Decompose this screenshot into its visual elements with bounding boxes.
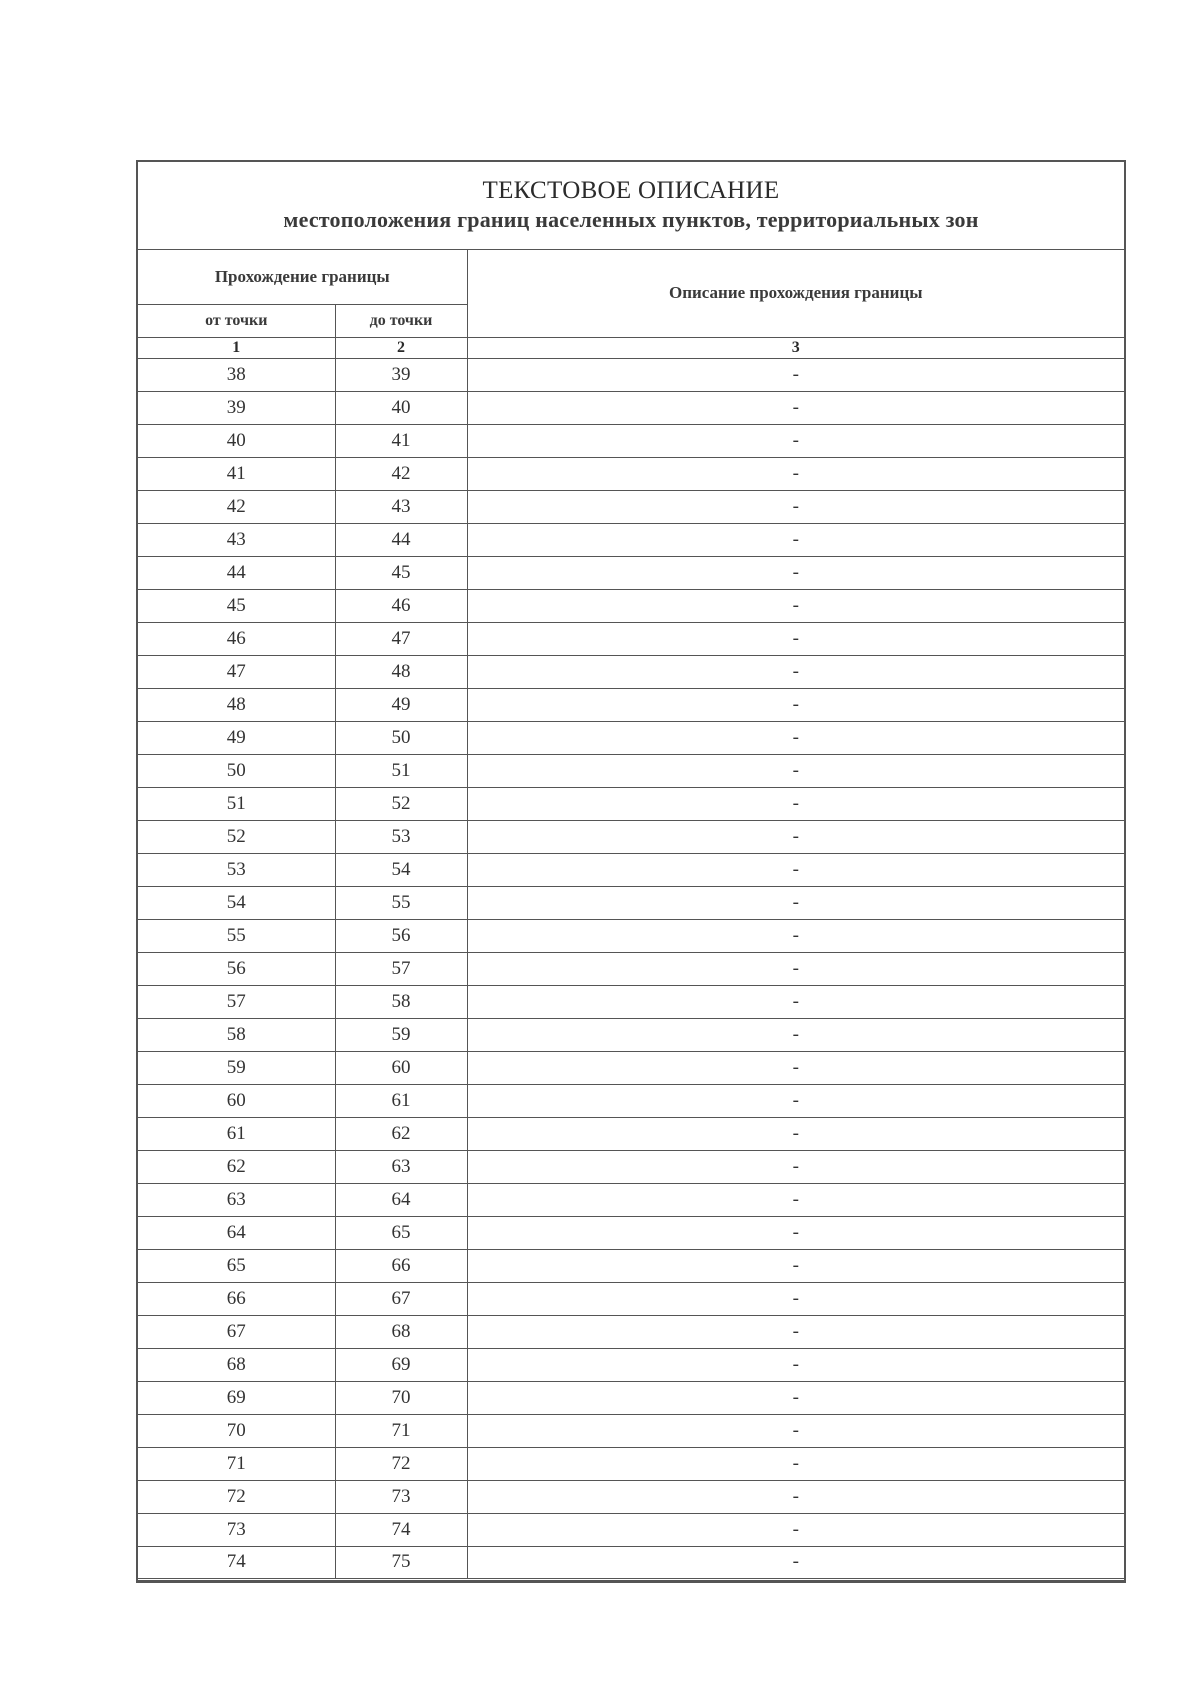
to-point-cell: 42 bbox=[335, 457, 467, 490]
table-row bbox=[138, 853, 1124, 886]
from-point-cell: 44 bbox=[138, 556, 335, 589]
description-cell: - bbox=[467, 1018, 1124, 1051]
table-row bbox=[138, 1018, 1124, 1051]
description-cell: - bbox=[467, 358, 1124, 391]
to-point-cell: 56 bbox=[335, 919, 467, 952]
description-cell: - bbox=[467, 820, 1124, 853]
from-point-cell: 67 bbox=[138, 1315, 335, 1348]
title-block bbox=[138, 162, 1124, 250]
table-row bbox=[138, 589, 1124, 622]
table-row bbox=[138, 1216, 1124, 1249]
description-cell: - bbox=[467, 523, 1124, 556]
from-point-cell: 50 bbox=[138, 754, 335, 787]
from-point-cell: 68 bbox=[138, 1348, 335, 1381]
from-point-cell: 43 bbox=[138, 523, 335, 556]
to-point-cell: 39 bbox=[335, 358, 467, 391]
to-point-cell: 65 bbox=[335, 1216, 467, 1249]
document-title: ТЕКСТОВОЕ ОПИСАНИЕ bbox=[482, 177, 780, 204]
to-point-cell: 46 bbox=[335, 589, 467, 622]
header-boundary-passage: Прохождение границы bbox=[138, 250, 467, 304]
table-row bbox=[138, 1480, 1124, 1513]
to-point-cell: 57 bbox=[335, 952, 467, 985]
to-point-cell: 58 bbox=[335, 985, 467, 1018]
to-point-cell: 59 bbox=[335, 1018, 467, 1051]
to-point-cell: 50 bbox=[335, 721, 467, 754]
from-point-cell: 48 bbox=[138, 688, 335, 721]
to-point-cell: 51 bbox=[335, 754, 467, 787]
description-cell: - bbox=[467, 1480, 1124, 1513]
from-point-cell: 53 bbox=[138, 853, 335, 886]
boundary-description-document bbox=[136, 160, 1126, 1583]
header-to-point: до точки bbox=[335, 304, 467, 337]
to-point-cell: 66 bbox=[335, 1249, 467, 1282]
from-point-cell: 73 bbox=[138, 1513, 335, 1546]
description-cell: - bbox=[467, 1546, 1124, 1579]
table-row bbox=[138, 952, 1124, 985]
from-point-cell: 39 bbox=[138, 391, 335, 424]
description-cell: - bbox=[467, 1183, 1124, 1216]
from-point-cell: 71 bbox=[138, 1447, 335, 1480]
from-point-cell: 38 bbox=[138, 358, 335, 391]
from-point-cell: 63 bbox=[138, 1183, 335, 1216]
description-cell: - bbox=[467, 787, 1124, 820]
to-point-cell: 55 bbox=[335, 886, 467, 919]
to-point-cell: 64 bbox=[335, 1183, 467, 1216]
description-cell: - bbox=[467, 1414, 1124, 1447]
table-row bbox=[138, 985, 1124, 1018]
to-point-cell: 71 bbox=[335, 1414, 467, 1447]
description-cell: - bbox=[467, 1282, 1124, 1315]
table-body bbox=[138, 358, 1124, 1579]
table-row bbox=[138, 1381, 1124, 1414]
description-cell: - bbox=[467, 1513, 1124, 1546]
from-point-cell: 62 bbox=[138, 1150, 335, 1183]
from-point-cell: 54 bbox=[138, 886, 335, 919]
description-cell: - bbox=[467, 1051, 1124, 1084]
from-point-cell: 70 bbox=[138, 1414, 335, 1447]
table-row bbox=[138, 490, 1124, 523]
to-point-cell: 75 bbox=[335, 1546, 467, 1579]
table-row bbox=[138, 391, 1124, 424]
to-point-cell: 67 bbox=[335, 1282, 467, 1315]
from-point-cell: 42 bbox=[138, 490, 335, 523]
description-cell: - bbox=[467, 391, 1124, 424]
document-subtitle: местоположения границ населенных пунктов, территориальных зон bbox=[283, 207, 979, 232]
header-boundary-description: Описание прохождения границы bbox=[467, 250, 1124, 337]
table-row bbox=[138, 721, 1124, 754]
table-row bbox=[138, 358, 1124, 391]
from-point-cell: 52 bbox=[138, 820, 335, 853]
description-cell: - bbox=[467, 424, 1124, 457]
table-row bbox=[138, 1546, 1124, 1579]
from-point-cell: 64 bbox=[138, 1216, 335, 1249]
table-row bbox=[138, 424, 1124, 457]
description-cell: - bbox=[467, 1348, 1124, 1381]
table-row bbox=[138, 820, 1124, 853]
from-point-cell: 55 bbox=[138, 919, 335, 952]
from-point-cell: 58 bbox=[138, 1018, 335, 1051]
table-row bbox=[138, 1282, 1124, 1315]
from-point-cell: 45 bbox=[138, 589, 335, 622]
table-row bbox=[138, 1051, 1124, 1084]
from-point-cell: 40 bbox=[138, 424, 335, 457]
to-point-cell: 68 bbox=[335, 1315, 467, 1348]
description-cell: - bbox=[467, 1117, 1124, 1150]
description-cell: - bbox=[467, 1084, 1124, 1117]
to-point-cell: 41 bbox=[335, 424, 467, 457]
from-point-cell: 46 bbox=[138, 622, 335, 655]
column-number-3: 3 bbox=[467, 337, 1124, 358]
table-row bbox=[138, 688, 1124, 721]
to-point-cell: 43 bbox=[335, 490, 467, 523]
boundary-table bbox=[138, 250, 1124, 1581]
header-from-point: от точки bbox=[138, 304, 335, 337]
description-cell: - bbox=[467, 1150, 1124, 1183]
table-row bbox=[138, 1183, 1124, 1216]
to-point-cell: 74 bbox=[335, 1513, 467, 1546]
description-cell: - bbox=[467, 490, 1124, 523]
table-row bbox=[138, 1315, 1124, 1348]
description-cell: - bbox=[467, 655, 1124, 688]
table-row bbox=[138, 655, 1124, 688]
description-cell: - bbox=[467, 1315, 1124, 1348]
table-row bbox=[138, 556, 1124, 589]
table-row bbox=[138, 1414, 1124, 1447]
table-row bbox=[138, 1084, 1124, 1117]
column-number-1: 1 bbox=[138, 337, 335, 358]
to-point-cell: 47 bbox=[335, 622, 467, 655]
description-cell: - bbox=[467, 1381, 1124, 1414]
from-point-cell: 59 bbox=[138, 1051, 335, 1084]
to-point-cell: 45 bbox=[335, 556, 467, 589]
to-point-cell: 73 bbox=[335, 1480, 467, 1513]
description-cell: - bbox=[467, 754, 1124, 787]
description-cell: - bbox=[467, 985, 1124, 1018]
table-row bbox=[138, 1249, 1124, 1282]
to-point-cell: 49 bbox=[335, 688, 467, 721]
from-point-cell: 57 bbox=[138, 985, 335, 1018]
to-point-cell: 53 bbox=[335, 820, 467, 853]
description-cell: - bbox=[467, 622, 1124, 655]
description-cell: - bbox=[467, 1216, 1124, 1249]
table-row bbox=[138, 1513, 1124, 1546]
from-point-cell: 74 bbox=[138, 1546, 335, 1579]
from-point-cell: 47 bbox=[138, 655, 335, 688]
from-point-cell: 65 bbox=[138, 1249, 335, 1282]
from-point-cell: 69 bbox=[138, 1381, 335, 1414]
description-cell: - bbox=[467, 457, 1124, 490]
to-point-cell: 54 bbox=[335, 853, 467, 886]
description-cell: - bbox=[467, 886, 1124, 919]
description-cell: - bbox=[467, 1249, 1124, 1282]
column-number-2: 2 bbox=[335, 337, 467, 358]
table-row bbox=[138, 622, 1124, 655]
table-row bbox=[138, 523, 1124, 556]
table-row bbox=[138, 457, 1124, 490]
to-point-cell: 60 bbox=[335, 1051, 467, 1084]
description-cell: - bbox=[467, 721, 1124, 754]
to-point-cell: 40 bbox=[335, 391, 467, 424]
to-point-cell: 52 bbox=[335, 787, 467, 820]
to-point-cell: 70 bbox=[335, 1381, 467, 1414]
table-row bbox=[138, 787, 1124, 820]
description-cell: - bbox=[467, 589, 1124, 622]
table-row bbox=[138, 919, 1124, 952]
description-cell: - bbox=[467, 919, 1124, 952]
to-point-cell: 69 bbox=[335, 1348, 467, 1381]
to-point-cell: 72 bbox=[335, 1447, 467, 1480]
table-row bbox=[138, 1447, 1124, 1480]
from-point-cell: 56 bbox=[138, 952, 335, 985]
from-point-cell: 51 bbox=[138, 787, 335, 820]
from-point-cell: 66 bbox=[138, 1282, 335, 1315]
to-point-cell: 62 bbox=[335, 1117, 467, 1150]
table-row bbox=[138, 886, 1124, 919]
description-cell: - bbox=[467, 952, 1124, 985]
from-point-cell: 61 bbox=[138, 1117, 335, 1150]
to-point-cell: 63 bbox=[335, 1150, 467, 1183]
table-row bbox=[138, 1117, 1124, 1150]
description-cell: - bbox=[467, 556, 1124, 589]
description-cell: - bbox=[467, 853, 1124, 886]
table-row bbox=[138, 1348, 1124, 1381]
to-point-cell: 44 bbox=[335, 523, 467, 556]
description-cell: - bbox=[467, 688, 1124, 721]
from-point-cell: 41 bbox=[138, 457, 335, 490]
from-point-cell: 49 bbox=[138, 721, 335, 754]
to-point-cell: 61 bbox=[335, 1084, 467, 1117]
table-row bbox=[138, 1150, 1124, 1183]
from-point-cell: 60 bbox=[138, 1084, 335, 1117]
table-row bbox=[138, 754, 1124, 787]
description-cell: - bbox=[467, 1447, 1124, 1480]
from-point-cell: 72 bbox=[138, 1480, 335, 1513]
to-point-cell: 48 bbox=[335, 655, 467, 688]
